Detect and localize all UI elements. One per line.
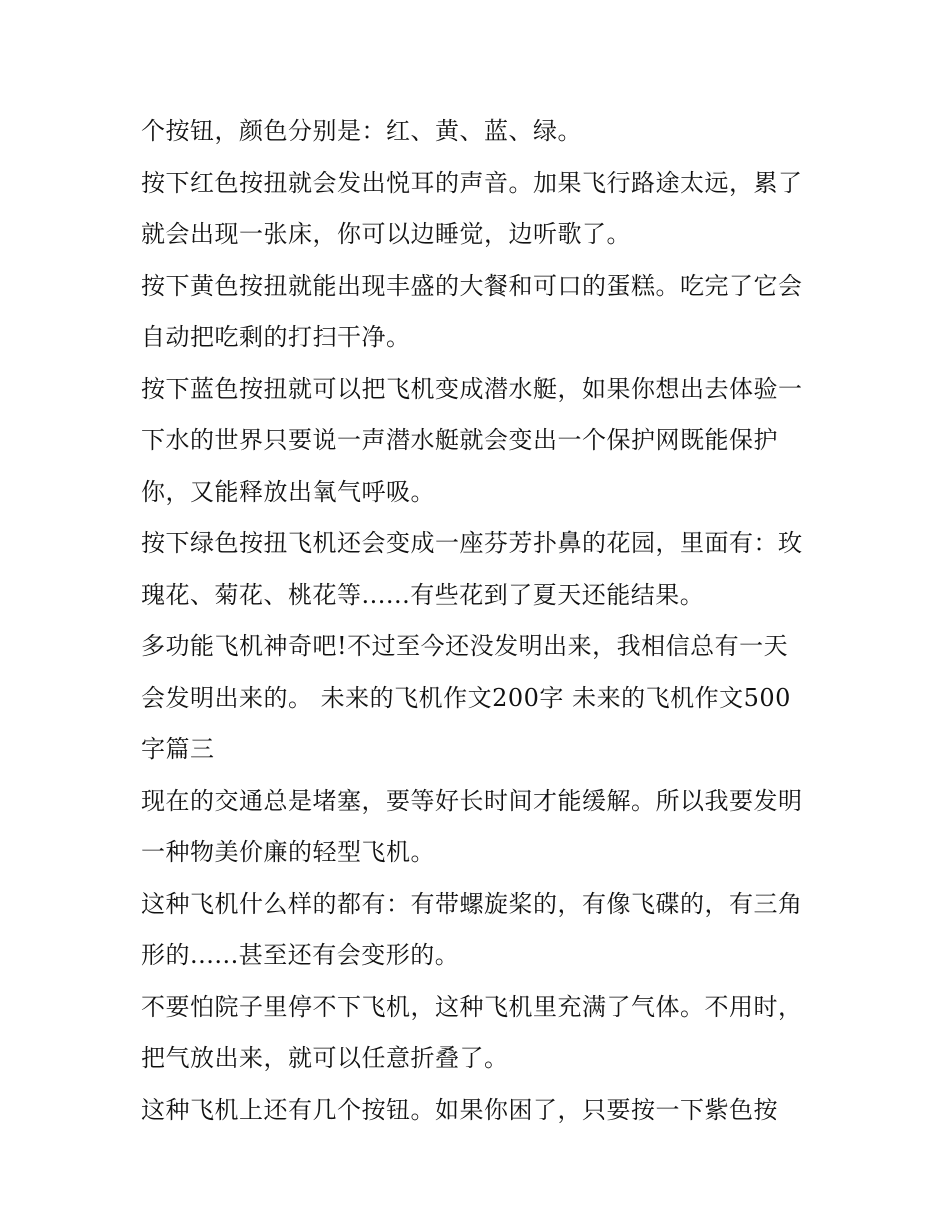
text-line: 个按钮，颜色分别是：红、黄、蓝、绿。 bbox=[141, 117, 582, 145]
text-line: 按下红色按扭就会发出悦耳的声音。加果飞行路途太远，累了 bbox=[141, 168, 803, 197]
text-line: 下水的世界只要说一声潜水艇就会变出一个保护网既能保护 bbox=[141, 426, 778, 454]
text-line: 按下绿色按扭飞机还会变成一座芬芳扑鼻的花园，里面有：玫 bbox=[141, 529, 803, 557]
text-line: 不要怕院子里停不下飞机，这种飞机里充满了气体。不用时， bbox=[141, 992, 803, 1021]
text-line: 你，又能释放出氧气呼吸。 bbox=[141, 477, 435, 506]
text-line: 形的......甚至还有会变形的。 bbox=[141, 941, 460, 969]
text-line: 这种飞机什么样的都有：有带螺旋桨的，有像飞碟的，有三角 bbox=[141, 889, 803, 918]
text-line: 按下蓝色按扭就可以把飞机变成潜水艇，如果你想出去体验一 bbox=[141, 374, 803, 403]
text-line: 把气放出来，就可以任意折叠了。 bbox=[141, 1044, 509, 1072]
text-line: 一种物美价廉的轻型飞机。 bbox=[141, 838, 435, 866]
text-line: 这种飞机上还有几个按钮。如果你困了，只要按一下紫色按 bbox=[141, 1095, 778, 1124]
text-line: 字篇三 bbox=[141, 735, 215, 763]
text-line: 会发明出来的。 未来的飞机作文200字 未来的飞机作文500 bbox=[141, 683, 791, 712]
text-line: 按下黄色按扭就能出现丰盛的大餐和可口的蛋糕。吃完了它会 bbox=[141, 271, 803, 300]
text-line: 自动把吃剩的打扫干净。 bbox=[141, 323, 411, 351]
text-line: 就会出现一张床，你可以边睡觉，边听歌了。 bbox=[141, 220, 631, 248]
essay-body bbox=[141, 106, 821, 1136]
text-line: 现在的交通总是堵塞，要等好长时间才能缓解。所以我要发明 bbox=[141, 786, 803, 815]
text-line: 瑰花、菊花、桃花等......有些花到了夏天还能结果。 bbox=[141, 580, 705, 609]
text-line: 多功能飞机神奇吧!不过至今还没发明出来，我相信总有一天 bbox=[141, 632, 789, 660]
